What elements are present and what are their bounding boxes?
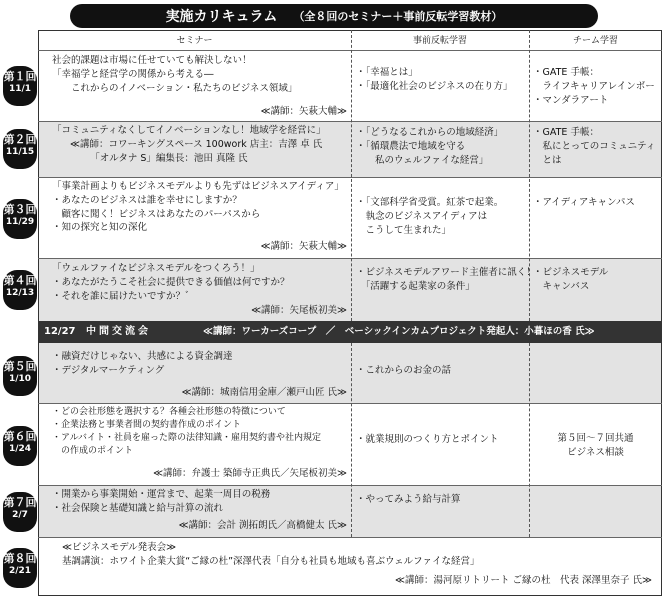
session-badge: 第７回 2/7: [3, 492, 37, 532]
session-badge: 第３回 11/29: [3, 199, 37, 239]
team-learning-cell: ・アイディアキャンパス: [533, 197, 635, 208]
session-badge: 第８回 2/21: [3, 548, 37, 588]
divider: [38, 403, 662, 404]
speaker-credit: ≪講師：矢萩大輔≫: [260, 241, 347, 252]
seminar-cell: 「コミュニティなくしてイノベーションなし！地域学を経営に」 ≪講師：コワーキングスペース 100work 店主：吉澤 卓 氏 「オルタナ S」編集長：池田 真隆 氏: [52, 125, 326, 164]
seminar-cell: ・どの会社形態を選択する？各種会社形態の特徴について ・企業法務と事業者間の契約書作成のポイント ・アルバイト・社員を雇った際の法律知識・雇用契約書や社内規定 の作成のポイント: [52, 407, 322, 457]
divider: [351, 343, 352, 537]
session-badge: 第４回 12/13: [3, 270, 37, 310]
seminar-cell: 「事業計画よりもビジネスモデルよりも先ずはビジネスアイディア」 ・あなたのビジネスは誰を幸せにしますか？ 顧客に聞く！ビジネスはあなたのパーパスから ・知の探究と知の深化: [52, 181, 344, 234]
team-learning-cell: ・GATE 手帳： ライフキャリアレインボー ・マンダラアート: [533, 67, 655, 106]
pre-learning-cell: ・就業規則のつくり方とポイント: [356, 434, 499, 445]
divider: [38, 537, 662, 538]
team-learning-cell: ・GATE 手帳： 私にとってのコミュニティ とは: [533, 127, 656, 166]
title-bar: [70, 4, 598, 28]
team-learning-cell: 第５回～７回共通 ビジネス相談: [557, 433, 634, 458]
page-title: 実施カリキュラム: [165, 9, 278, 25]
header-pre-learning: 事前反転学習: [412, 36, 467, 46]
speaker-credit: ≪講師：湯河原リトリート ご縁の杜 代表 深澤里奈子 氏≫: [395, 575, 652, 586]
pre-learning-cell: ・やってみよう給与計算: [356, 494, 461, 505]
divider: [38, 258, 662, 259]
pre-learning-cell: ・「どうなるこれからの地域経済」 ・「循環農法で地域を守る 私のウェルファイな経営」: [356, 127, 504, 166]
seminar-cell: 「ウェルファイなビジネスモデルをつくろう！」 ・あなたがたうこそ社会に提供できる価値は何ですか？ ・それを誰に届けたいですか？゛: [52, 263, 290, 302]
pre-learning-cell: ・「文部科学省受賞。紅茶で起業。 執念のビジネスアイディアは こうして生まれた」: [356, 197, 504, 236]
speaker-credit: ≪講師：弁護士 築師寺正典氏／矢尾板初美≫: [153, 468, 347, 479]
speaker-credit: ≪講師：城南信用金庫／瀬戸山匠 氏≫: [181, 387, 347, 398]
divider: [38, 121, 662, 122]
seminar-cell: ・開業から事業開始・運営まで、起業一周目の税務 ・社会保険と基礎知識と給与計算の流れ: [52, 489, 271, 514]
speaker-credit: ≪講師：会計 渕拓朗氏／高橋健太 氏≫: [178, 520, 347, 531]
session-badge: 第１回 11/1: [3, 66, 37, 106]
pre-learning-cell: ・これからのお金の話: [356, 365, 452, 376]
pre-learning-cell: ・ビジネスモデルアワード主催者に訊く！ 「活躍する起業家の条件」: [356, 267, 536, 292]
midterm-speaker: ≪講師：ワーカーズコープ ／ ベーシックインカムプロジェクト発起人：小暮ほの香 氏≫: [203, 326, 595, 337]
divider: [38, 485, 662, 486]
speaker-credit: ≪講師：矢尾板初美≫: [251, 305, 347, 316]
header-seminar: セミナー: [176, 36, 213, 46]
speaker-credit: ≪講師：矢萩大輔≫: [260, 106, 347, 117]
seminar-cell: ・融資だけじゃない、共感による資金調達 ・デジタルマーケティング: [52, 351, 233, 376]
header-team-learning: チーム学習: [572, 36, 618, 46]
session-badge: 第２回 11/15: [3, 129, 37, 169]
midterm-date: 12/27: [44, 326, 76, 337]
session-badge: 第６回 1/24: [3, 426, 37, 466]
divider: [38, 177, 662, 178]
midterm-row: [38, 321, 662, 343]
divider: [38, 50, 662, 51]
seminar-cell: 社会的課題は市場に任せていても解決しない！ 「幸福学と経営学の関係から考える― これからのイノベーション・私たちのビジネス領域」: [52, 55, 298, 94]
divider: [351, 30, 352, 321]
pre-learning-cell: ・「幸福とは」 ・「最適化社会のビジネスの在り方」: [356, 67, 513, 92]
page-subtitle: （全８回のセミナー＋事前反転学習教材）: [293, 10, 503, 23]
session-badge: 第５回 1/10: [3, 356, 37, 396]
seminar-cell: ≪ビジネスモデル発表会≫ 基調講演：ホワイト企業大賞“ご縁の杜”深澤代表「自分も社員も地域も喜ぶウェルファイな経営」: [62, 542, 480, 567]
team-learning-cell: ・ビジネスモデル キャンバス: [533, 267, 609, 292]
midterm-label: 中間交流会: [86, 326, 151, 337]
